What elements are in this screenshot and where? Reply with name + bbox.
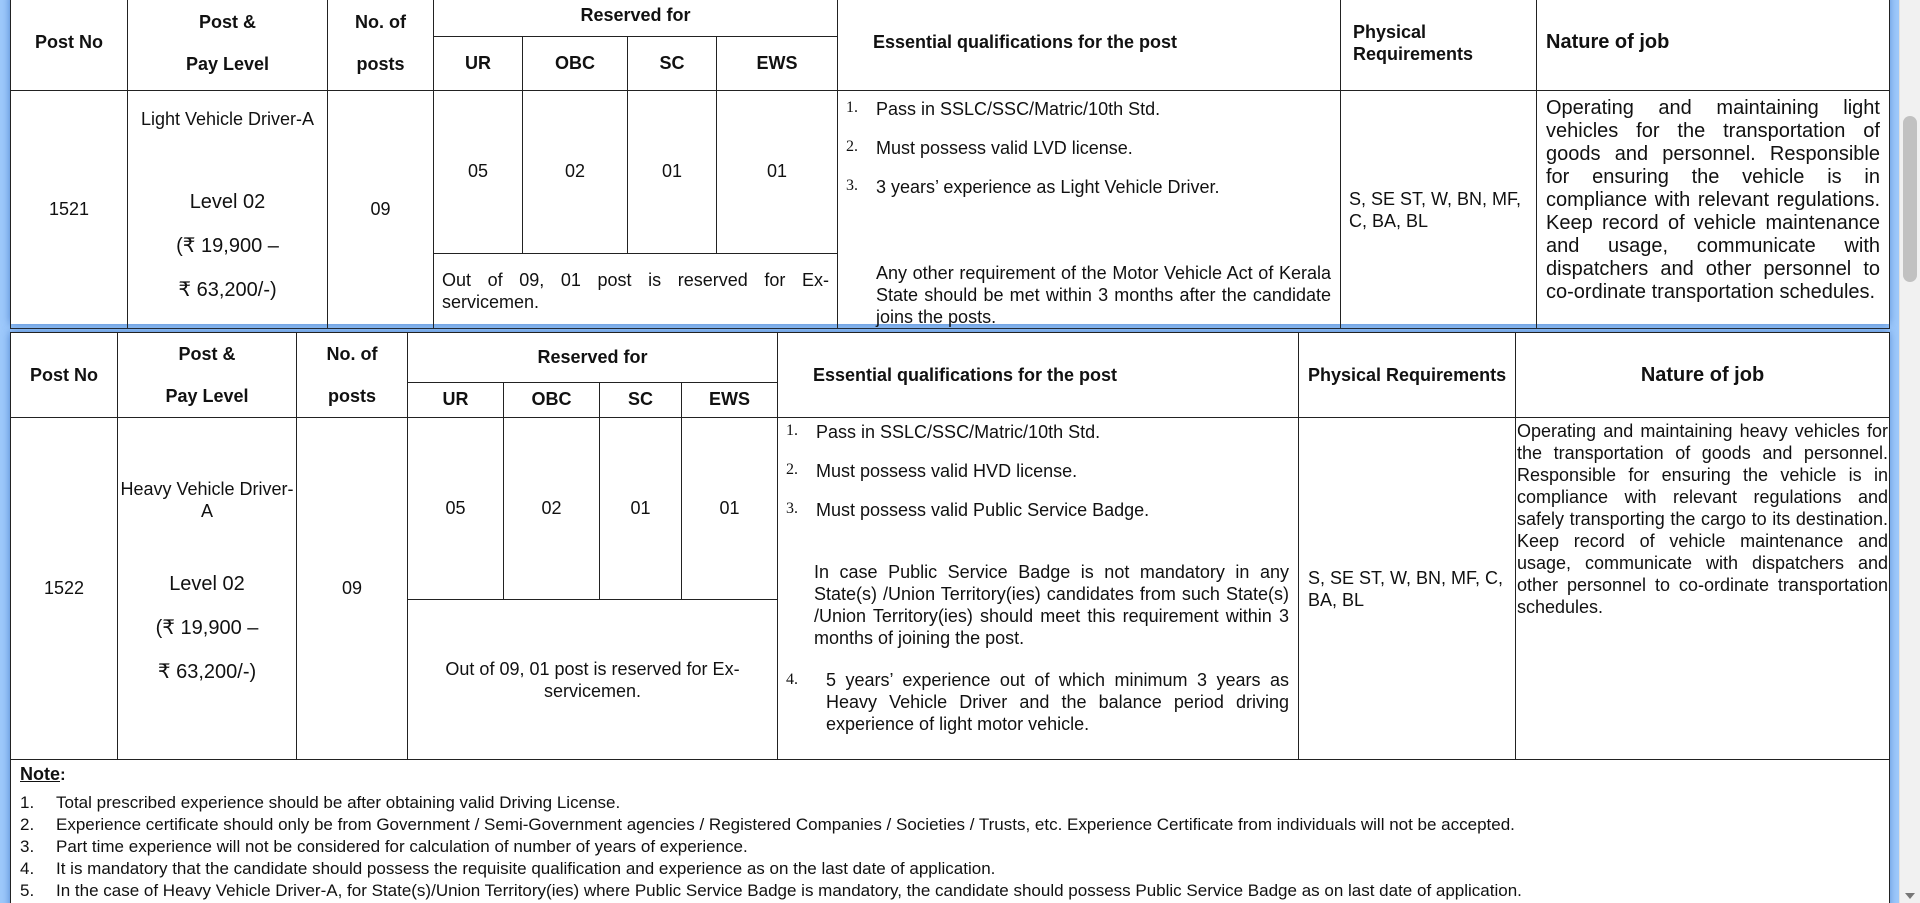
header-no-of-posts xyxy=(297,333,408,418)
header-post-pay-line2: Pay Level xyxy=(165,386,249,406)
header-sc: SC xyxy=(628,37,717,91)
qualification-item: 3. Must possess valid Public Service Badge. xyxy=(786,500,1150,520)
posts-count-cell: 09 xyxy=(297,418,408,760)
notes-section: Note: 1. Total prescribed experience should be after obtaining valid Driving License. 2. Experience certificate should only be from Government / Semi-Government agencies / Registered Companies / Societies / Trusts, etc. Experience Certificate from individuals will not be accepted. 3. Part time experience will not be considered for calculation of number of years of experience. 4. It is mandatory that the candidate should possess the requisite qualification and experience as on the last date of application. 5. In the case of Heavy Vehicle Driver-A, for State(s)/Union Territory(ies) where Public Service Badge is mandatory, the candidate should possess Public Service Badge as on last date of application. xyxy=(11,760,1890,903)
qualifications-list xyxy=(778,422,1298,521)
scrollbar-thumb[interactable] xyxy=(1903,116,1917,282)
physical-requirements-cell: S, SE ST, W, BN, MF, C, BA, BL xyxy=(1341,91,1537,329)
header-no-of-line2: posts xyxy=(356,53,405,74)
header-essential-qualifications: Essential qualifications for the post xyxy=(838,0,1341,91)
qualification-item: 3. 3 years’ experience as Light Vehicle Driver. xyxy=(846,177,1220,197)
header-post-pay-line1: Post & xyxy=(178,344,236,364)
header-reserved-for: Reserved for xyxy=(408,333,778,383)
qualifications-cell xyxy=(838,91,1341,329)
header-reserved-for: Reserved for xyxy=(434,0,838,37)
header-no-of-posts xyxy=(328,0,434,91)
header-no-of-line2: posts xyxy=(327,386,376,406)
qualification-item-4: 4. 5 years’ experience out of which minimum 3 years as Heavy Vehicle Driver and the balance period driving experience of light motor vehicle. xyxy=(786,670,1289,734)
header-no-of-line1: No. of xyxy=(326,344,378,364)
note-item: 2. Experience certificate should only be from Government / Semi-Government agencies / Registered Companies / Societies / Trusts, etc. Experience Certificate from individuals will not be accepted. xyxy=(20,815,1515,834)
header-post-pay-line2: Pay Level xyxy=(185,53,270,74)
header-post-pay-level xyxy=(128,0,328,91)
post-title: Heavy Vehicle Driver-A xyxy=(120,479,294,521)
ews-value: 01 xyxy=(682,418,778,600)
pay-to: ₹ 63,200/-) xyxy=(157,661,257,683)
nature-of-job-cell: Operating and maintaining heavy vehicles for the transportation of goods and personnel. Responsible for ensuring the vehicle is in compliance with relevant regulations and safely transporting the cargo to its destination. Keep record of vehicle maintenance and usage, communicate with dispatchers and other personnel to co-ordinate transportation schedules. xyxy=(1516,418,1890,760)
pay-from: (₹ 19,900 – xyxy=(155,617,259,639)
ex-servicemen-note: Out of 09, 01 post is reserved for Ex-servicemen. xyxy=(434,253,838,328)
scroll-down-arrow-icon[interactable] xyxy=(1905,893,1915,899)
qualification-item: 1. Pass in SSLC/SSC/Matric/10th Std. xyxy=(846,99,1161,119)
note-title: Note xyxy=(20,764,60,784)
nature-of-job-cell: Operating and maintaining light vehicles for the transportation of goods and personnel. Responsible for ensuring the vehicle is in compliance with relevant regulations. Keep record of vehicle maintenance and usage, communicate with dispatchers and other personnel to co-ordinate transportation schedules. xyxy=(1537,91,1890,329)
qualification-item: 2. Must possess valid HVD license. xyxy=(786,461,1078,481)
post-no-cell: 1521 xyxy=(11,91,128,329)
ex-servicemen-note: Out of 09, 01 post is reserved for Ex-servicemen. xyxy=(408,600,778,760)
header-obc: OBC xyxy=(523,37,628,91)
header-post-pay-line1: Post & xyxy=(198,11,256,32)
ews-value: 01 xyxy=(717,91,838,254)
obc-value: 02 xyxy=(504,418,600,600)
header-ews: EWS xyxy=(682,382,778,417)
pay-from: (₹ 19,900 – xyxy=(176,235,279,257)
sc-value: 01 xyxy=(628,91,717,254)
header-ews: EWS xyxy=(717,37,838,91)
header-nature-of-job: Nature of job xyxy=(1516,333,1890,418)
header-no-of-line1: No. of xyxy=(355,11,406,32)
header-obc: OBC xyxy=(504,382,600,417)
note-item: 1. Total prescribed experience should be after obtaining valid Driving License. xyxy=(20,793,621,812)
header-nature-of-job: Nature of job xyxy=(1537,0,1890,91)
document-page-1 xyxy=(10,0,1889,327)
ur-value: 05 xyxy=(434,91,523,254)
badge-note: In case Public Service Badge is not mandatory in any State(s) /Union Territory(ies) candidates from such State(s) /Union Territory(ies) should meet this requirement within 3 months of joining the post. xyxy=(814,562,1289,648)
header-post-no: Post No xyxy=(11,333,118,418)
note-item: 5. In the case of Heavy Vehicle Driver-A, for State(s)/Union Territory(ies) where Public Service Badge is mandatory, the candidate should possess Public Service Badge as on last date of application. xyxy=(20,881,1522,900)
header-post-pay-level xyxy=(118,333,297,418)
ur-value: 05 xyxy=(408,418,504,600)
obc-value: 02 xyxy=(523,91,628,254)
qualifications-list xyxy=(838,99,1340,198)
header-physical-requirements: Physical Requirements xyxy=(1341,0,1537,91)
post-pay-cell xyxy=(128,91,328,329)
qualification-item: 2. Must possess valid LVD license. xyxy=(846,138,1133,158)
header-ur: UR xyxy=(434,37,523,91)
physical-requirements-cell: S, SE ST, W, BN, MF, C, BA, BL xyxy=(1299,418,1516,760)
pay-level: Level 02 xyxy=(169,573,245,595)
qualifications-cell xyxy=(778,418,1299,760)
posts-count-cell: 09 xyxy=(328,91,434,329)
post-title: Light Vehicle Driver-A xyxy=(140,109,315,129)
extra-requirement: Any other requirement of the Motor Vehicle Act of Kerala State should be met within 3 months after the candidate joins the posts. xyxy=(876,263,1331,327)
header-ur: UR xyxy=(408,382,504,417)
header-essential-qualifications: Essential qualifications for the post xyxy=(778,333,1299,418)
document-page-2 xyxy=(10,332,1889,903)
header-physical-requirements: Physical Requirements xyxy=(1299,333,1516,418)
note-item: 3. Part time experience will not be considered for calculation of number of years of experience. xyxy=(20,837,748,856)
post-table-1521 xyxy=(10,0,1890,329)
post-no-cell: 1522 xyxy=(11,418,118,760)
notes-list xyxy=(20,792,1880,902)
sc-value: 01 xyxy=(600,418,682,600)
vertical-scrollbar[interactable] xyxy=(1899,0,1920,903)
post-table-1522 xyxy=(10,332,1890,903)
header-sc: SC xyxy=(600,382,682,417)
post-pay-cell xyxy=(118,418,297,760)
note-item: 4. It is mandatory that the candidate should possess the requisite qualification and experience as on the last date of application. xyxy=(20,859,996,878)
pay-level: Level 02 xyxy=(189,191,266,213)
pay-to: ₹ 63,200/-) xyxy=(178,279,277,301)
header-post-no: Post No xyxy=(11,0,128,91)
qualification-item: 1. Pass in SSLC/SSC/Matric/10th Std. xyxy=(786,422,1101,442)
